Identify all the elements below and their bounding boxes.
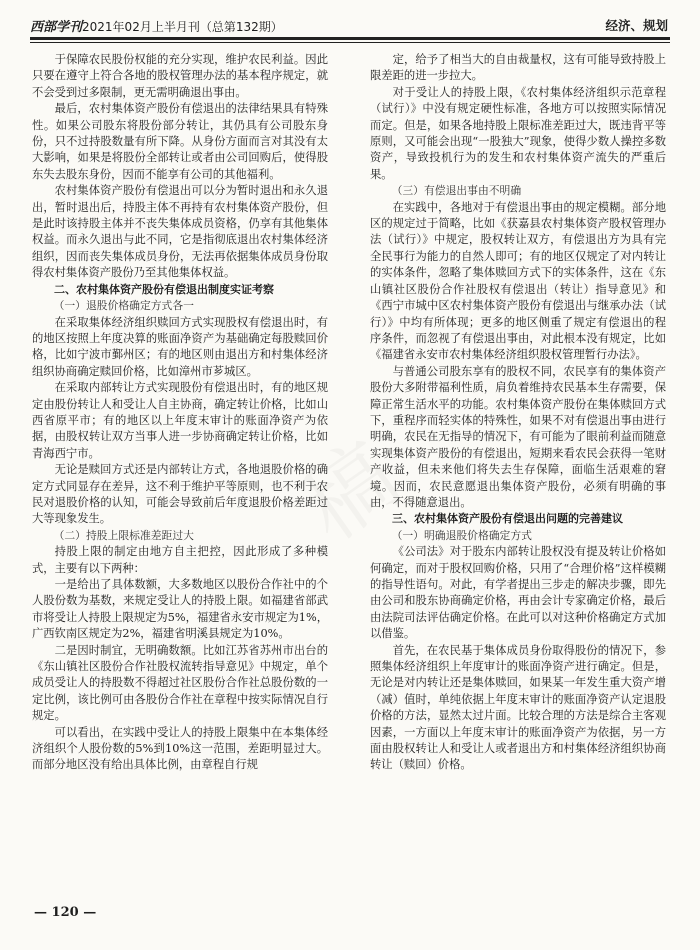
subsection-heading: （一）退股价格确定方式各一 <box>53 299 194 313</box>
paragraph: 在实践中，各地对于有偿退出事由的规定模糊。部分地区的规定过于简略，比如《获嘉县农村集体资产股权管理办法（试行）》中规定，股权转让双方，有偿退出方为具有完全民事行为能力的自然人即可；有的地区仅规定了对内转让的实体条件，忽略了集体赎回方式下的实体条件，这在《东山镇社区股份合作社股权有偿退出（转让）指导意见》和《西宁市城中区农村集体资产股份有偿退出与继承办法（试行）》中均有所体现；更多的地区侧重了规定有偿退出的程序条件，而忽视了有偿退出事由，对此根本没有规定，比如《福建省永安市农村集体经济组织股权管理暂行办法》。 <box>370 200 666 362</box>
page-number: — 120 — <box>34 905 97 920</box>
paragraph: 于保障农民股份权能的充分实现，维护农民利益。因此只要在遵守上符合各地的股权管理办法的基本程序规定，就不会受到过多限制，更无需明确退出事由。 <box>32 53 328 99</box>
paragraph: 与普通公司股东享有的股权不同，农民享有的集体资产股份大多附带福利性质，肩负着维持农民基本生存需要，保障正常生活水平的功能。农村集体资产股份在集体赎回方式下，重程序而轻实体的特殊性，如果不对有偿退出事由进行明确，农民在无指导的情况下，有可能为了眼前利益而随意实现集体资产股份的有偿退出，短期来看农民会获得一笔财产收益，但未来他们将失去生存保障，面临生活艰难的窘境。因而，农民意愿退出集体资产股份，必须有明确的事由，不得随意退出。 <box>370 364 666 509</box>
paragraph: 在采取集体经济组织赎回方式实现股权有偿退出时，有的地区按照上年度决算的账面净资产为基础确定每股赎回价格，比如宁波市鄞州区；有的地区则由退出方和村集体经济组织协商确定赎回价格，比如漳州市芗城区。 <box>32 315 328 378</box>
subsection-heading: （一）明确退股价格确定方式 <box>391 528 532 542</box>
paragraph: 无论是赎回方式还是内部转让方式，各地退股价格的确定方式同显存在差异，这不利于维护平等原则，也不利于农民对退股价格的认知，可能会导致前后年度退股价格差距过大等现象发生。 <box>32 463 328 526</box>
section-heading: 二、农村集体资产股份有偿退出制度实证考察 <box>54 282 274 296</box>
header-rule-thick <box>30 37 670 40</box>
paragraph: 《公司法》对于股东内部转让股权没有提及转让价格如何确定，而对于股权回购价格，只用了“合理价格”这样模糊的指导性语句。对此，有学者提出三步走的解决步骤，即先由公司和股东协商确定价格，再由会计专家确定价格，最后由法院司法评估确定价格。在此可以对这种价格确定方式加以借鉴。 <box>370 545 666 641</box>
section-heading: 三、农村集体资产股份有偿退出问题的完善建议 <box>392 512 623 526</box>
subsection-heading: （二）持股上限标准差距过大 <box>53 528 194 542</box>
paragraph: 在采取内部转让方式实现股份有偿退出时，有的地区规定由股份转让人和受让人自主协商，确定转让价格，比如山西省原平市；有的地区以上年度末审计的账面净资产为依据，由股权转让双方当事人进一步协商确定转让价格，比如青海西宁市。 <box>32 381 328 460</box>
paragraph: 定，给予了相当大的自由裁量权，这有可能导致持股上限差距的进一步拉大。 <box>370 53 666 83</box>
paragraph: 农村集体资产股份有偿退出可以分为暂时退出和永久退出，暂时退出后，持股主体不再持有农村集体资产股份，但是此时该持股主体并不丧失集体成员资格，仍享有其他集体权益。而永久退出与此不同，它是指彻底退出农村集体经济组织，因而丧失集体成员身份，无法再依据集体成员身份取得农村集体资产股份乃至其他集体权益。 <box>32 184 328 280</box>
header-rule-thin <box>30 42 670 43</box>
paragraph: 持股上限的制定由地方自主把控，因此形成了多种模式，主要有以下两种： <box>32 545 328 575</box>
issue-info: 2021年02月上半月刊（总第132期） <box>82 20 283 34</box>
left-column <box>32 52 328 902</box>
journal-name: 西部学刊 <box>30 20 83 35</box>
paragraph: 最后，农村集体资产股份有偿退出的法律结果具有特殊性。如果公司股东将股份部分转让，其仍具有公司股东身份，只不过持股数量有所下降。从身份方面而言对其没有太大影响，如果是将股份全部转让或者由公司回购后，使得股东失去股东身份，因而不能享有公司的其他福利。 <box>32 102 328 181</box>
right-column <box>370 52 666 902</box>
paragraph: 一是给出了具体数额，大多数地区以股份合作社中的个人股份数为基数，来规定受让人的持股上限。如福建省部武市将受让人持股上限规定为5%，福建省永安市规定为1%，广西钦南区规定为2%，福建省明溪县规定为10%。 <box>32 578 328 641</box>
paragraph: 可以看出，在实践中受让人的持股上限集中在本集体经济组织个人股份数的5%到10%这一范围，差距明显过大。而部分地区没有给出具体比例，由章程自行规 <box>32 725 328 772</box>
paragraph: 首先，在农民基于集体成员身份取得股份的情况下，参照集体经济组织上年度审计的账面净资产进行确定。但是，无论是对内转让还是集体赎回，如果某一年发生重大资产增（减）值时，单纯依据上年度末审计的账面净资产认定退股价格的方法，显然太过片面。比较合理的方法是综合主客观因素，一方面以上年度末审计的账面净资产为依据，另一方面由股权转让人和受让人或者退出方和村集体经济组织协商转让（赎回）价格。 <box>370 643 666 772</box>
journal-issue-line <box>30 16 283 35</box>
subsection-heading: （三）有偿退出事由不明确 <box>391 184 522 198</box>
section-title: 经济、规划 <box>605 18 668 33</box>
paragraph: 对于受让人的持股上限，《农村集体经济组织示范章程（试行）》中没有规定硬性标准，各地方可以按照实际情况而定。但是，如果各地持股上限标准差距过大，既违背平等原则，又可能会出现“一股独大”现象，使得少数人操控多数资产，导致投机行为的发生和农村集体资产流失的严重后果。 <box>370 85 666 181</box>
paragraph: 二是因时制宜，无明确数额。比如江苏省苏州市出台的《东山镇社区股份合作社股权流转指导意见》中规定，单个成员受让人的持股数不得超过社区股份合作社总股份数的一定比例，该比例可由各股份合作社在章程中按实际情况自行规定。 <box>32 643 328 723</box>
